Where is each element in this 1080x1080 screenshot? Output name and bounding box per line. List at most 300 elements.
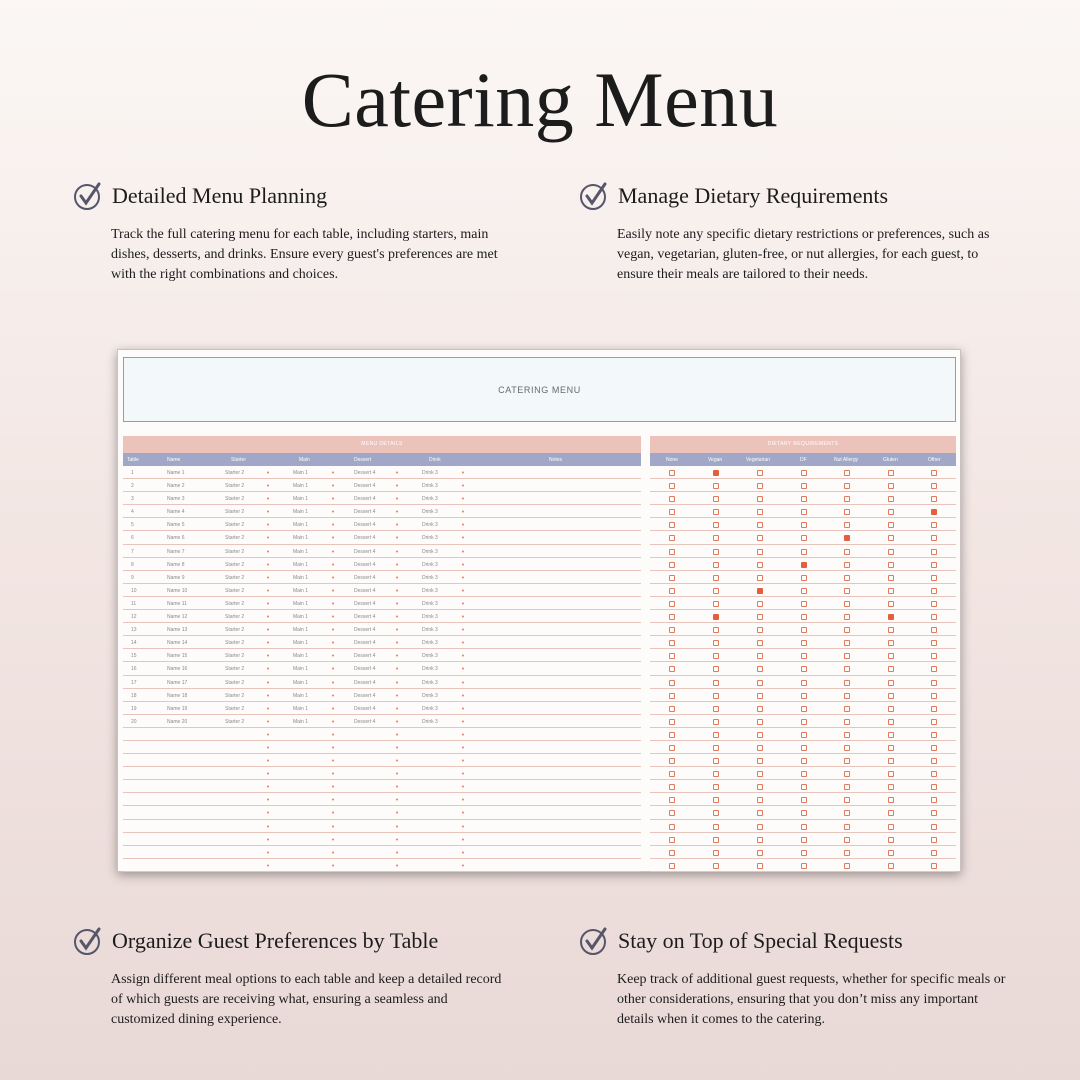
checkbox-other[interactable] (931, 758, 937, 764)
caret-down-icon[interactable]: ▼ (331, 509, 335, 515)
caret-down-icon[interactable]: ▼ (331, 535, 335, 541)
checkbox-vegetarian[interactable] (757, 562, 763, 568)
checkbox-df[interactable] (801, 483, 807, 489)
checkbox-vegetarian[interactable] (757, 824, 763, 830)
checkbox-df[interactable] (801, 797, 807, 803)
caret-down-icon[interactable]: ▼ (461, 470, 465, 475)
checkbox-vegetarian[interactable] (757, 732, 763, 738)
caret-down-icon[interactable]: ▼ (395, 483, 399, 489)
checkbox-gluten[interactable] (888, 575, 894, 581)
checkbox-vegetarian[interactable] (757, 797, 763, 803)
checkbox-nut-allergy[interactable] (844, 509, 850, 515)
checkbox-vegetarian[interactable] (757, 666, 763, 672)
caret-down-icon[interactable]: ▼ (266, 836, 270, 842)
checkbox-other[interactable] (931, 706, 937, 712)
checkbox-gluten[interactable] (888, 614, 894, 620)
checkbox-vegetarian[interactable] (757, 509, 763, 515)
caret-down-icon[interactable]: ▼ (266, 744, 270, 750)
checkbox-vegetarian[interactable] (757, 784, 763, 790)
checkbox-other[interactable] (931, 863, 937, 869)
checkbox-vegetarian[interactable] (757, 837, 763, 843)
checkbox-vegan[interactable] (713, 784, 719, 790)
checkbox-vegan[interactable] (713, 863, 719, 869)
checkbox-none[interactable] (669, 562, 675, 568)
caret-down-icon[interactable]: ▼ (266, 509, 270, 515)
checkbox-other[interactable] (931, 784, 937, 790)
checkbox-vegan[interactable] (713, 640, 719, 646)
caret-down-icon[interactable]: ▼ (395, 653, 399, 659)
checkbox-df[interactable] (801, 732, 807, 738)
checkbox-df[interactable] (801, 719, 807, 725)
caret-down-icon[interactable]: ▼ (331, 627, 335, 633)
checkbox-vegan[interactable] (713, 575, 719, 581)
checkbox-none[interactable] (669, 601, 675, 607)
checkbox-none[interactable] (669, 693, 675, 699)
checkbox-vegan[interactable] (713, 496, 719, 502)
checkbox-nut-allergy[interactable] (844, 535, 850, 541)
checkbox-df[interactable] (801, 850, 807, 856)
checkbox-vegan[interactable] (713, 522, 719, 528)
checkbox-gluten[interactable] (888, 509, 894, 515)
caret-down-icon[interactable]: ▼ (461, 587, 465, 593)
checkbox-df[interactable] (801, 758, 807, 764)
checkbox-gluten[interactable] (888, 745, 894, 751)
caret-down-icon[interactable]: ▼ (395, 849, 399, 855)
checkbox-vegetarian[interactable] (757, 850, 763, 856)
caret-down-icon[interactable]: ▼ (461, 797, 465, 803)
checkbox-vegan[interactable] (713, 719, 719, 725)
checkbox-gluten[interactable] (888, 601, 894, 607)
checkbox-other[interactable] (931, 483, 937, 489)
checkbox-nut-allergy[interactable] (844, 562, 850, 568)
caret-down-icon[interactable]: ▼ (395, 731, 399, 737)
caret-down-icon[interactable]: ▼ (266, 496, 270, 502)
caret-down-icon[interactable]: ▼ (395, 823, 399, 829)
caret-down-icon[interactable]: ▼ (266, 731, 270, 737)
checkbox-df[interactable] (801, 575, 807, 581)
checkbox-none[interactable] (669, 706, 675, 712)
caret-down-icon[interactable]: ▼ (395, 640, 399, 646)
caret-down-icon[interactable]: ▼ (461, 509, 465, 515)
caret-down-icon[interactable]: ▼ (266, 522, 270, 528)
checkbox-none[interactable] (669, 614, 675, 620)
checkbox-none[interactable] (669, 549, 675, 555)
checkbox-gluten[interactable] (888, 666, 894, 672)
checkbox-vegan[interactable] (713, 745, 719, 751)
checkbox-vegetarian[interactable] (757, 640, 763, 646)
caret-down-icon[interactable]: ▼ (461, 600, 465, 606)
checkbox-vegetarian[interactable] (757, 706, 763, 712)
checkbox-gluten[interactable] (888, 522, 894, 528)
checkbox-vegan[interactable] (713, 470, 719, 476)
checkbox-other[interactable] (931, 653, 937, 659)
caret-down-icon[interactable]: ▼ (331, 679, 335, 685)
caret-down-icon[interactable]: ▼ (395, 836, 399, 842)
caret-down-icon[interactable]: ▼ (266, 862, 270, 868)
checkbox-vegetarian[interactable] (757, 496, 763, 502)
caret-down-icon[interactable]: ▼ (331, 561, 335, 567)
checkbox-nut-allergy[interactable] (844, 666, 850, 672)
caret-down-icon[interactable]: ▼ (461, 666, 465, 672)
checkbox-none[interactable] (669, 483, 675, 489)
checkbox-gluten[interactable] (888, 719, 894, 725)
checkbox-nut-allergy[interactable] (844, 732, 850, 738)
checkbox-vegetarian[interactable] (757, 627, 763, 633)
checkbox-gluten[interactable] (888, 758, 894, 764)
checkbox-nut-allergy[interactable] (844, 810, 850, 816)
checkbox-df[interactable] (801, 588, 807, 594)
caret-down-icon[interactable]: ▼ (331, 653, 335, 659)
checkbox-none[interactable] (669, 509, 675, 515)
checkbox-other[interactable] (931, 850, 937, 856)
checkbox-gluten[interactable] (888, 549, 894, 555)
checkbox-other[interactable] (931, 719, 937, 725)
checkbox-gluten[interactable] (888, 680, 894, 686)
checkbox-nut-allergy[interactable] (844, 824, 850, 830)
caret-down-icon[interactable]: ▼ (461, 705, 465, 711)
caret-down-icon[interactable]: ▼ (331, 731, 335, 737)
checkbox-nut-allergy[interactable] (844, 745, 850, 751)
checkbox-nut-allergy[interactable] (844, 470, 850, 476)
caret-down-icon[interactable]: ▼ (395, 627, 399, 633)
checkbox-gluten[interactable] (888, 562, 894, 568)
checkbox-gluten[interactable] (888, 627, 894, 633)
checkbox-df[interactable] (801, 640, 807, 646)
checkbox-df[interactable] (801, 824, 807, 830)
checkbox-df[interactable] (801, 706, 807, 712)
checkbox-df[interactable] (801, 549, 807, 555)
caret-down-icon[interactable]: ▼ (461, 535, 465, 541)
caret-down-icon[interactable]: ▼ (266, 483, 270, 489)
caret-down-icon[interactable]: ▼ (266, 548, 270, 554)
caret-down-icon[interactable]: ▼ (331, 548, 335, 554)
checkbox-nut-allergy[interactable] (844, 680, 850, 686)
checkbox-vegetarian[interactable] (757, 588, 763, 594)
caret-down-icon[interactable]: ▼ (331, 744, 335, 750)
checkbox-df[interactable] (801, 784, 807, 790)
caret-down-icon[interactable]: ▼ (331, 692, 335, 698)
checkbox-nut-allergy[interactable] (844, 496, 850, 502)
caret-down-icon[interactable]: ▼ (266, 705, 270, 711)
checkbox-df[interactable] (801, 470, 807, 476)
caret-down-icon[interactable]: ▼ (461, 849, 465, 855)
checkbox-vegetarian[interactable] (757, 758, 763, 764)
caret-down-icon[interactable]: ▼ (461, 692, 465, 698)
checkbox-vegetarian[interactable] (757, 549, 763, 555)
checkbox-none[interactable] (669, 575, 675, 581)
checkbox-df[interactable] (801, 771, 807, 777)
checkbox-other[interactable] (931, 837, 937, 843)
caret-down-icon[interactable]: ▼ (266, 653, 270, 659)
checkbox-gluten[interactable] (888, 483, 894, 489)
checkbox-vegetarian[interactable] (757, 535, 763, 541)
checkbox-gluten[interactable] (888, 732, 894, 738)
caret-down-icon[interactable]: ▼ (461, 810, 465, 816)
checkbox-none[interactable] (669, 863, 675, 869)
caret-down-icon[interactable]: ▼ (331, 810, 335, 816)
checkbox-other[interactable] (931, 732, 937, 738)
caret-down-icon[interactable]: ▼ (461, 744, 465, 750)
caret-down-icon[interactable]: ▼ (395, 522, 399, 528)
checkbox-other[interactable] (931, 614, 937, 620)
checkbox-none[interactable] (669, 535, 675, 541)
checkbox-vegetarian[interactable] (757, 614, 763, 620)
checkbox-none[interactable] (669, 653, 675, 659)
checkbox-other[interactable] (931, 640, 937, 646)
caret-down-icon[interactable]: ▼ (266, 692, 270, 698)
checkbox-other[interactable] (931, 522, 937, 528)
checkbox-other[interactable] (931, 549, 937, 555)
caret-down-icon[interactable]: ▼ (395, 797, 399, 803)
checkbox-nut-allergy[interactable] (844, 850, 850, 856)
checkbox-other[interactable] (931, 680, 937, 686)
checkbox-other[interactable] (931, 470, 937, 476)
checkbox-df[interactable] (801, 837, 807, 843)
checkbox-df[interactable] (801, 509, 807, 515)
caret-down-icon[interactable]: ▼ (331, 705, 335, 711)
checkbox-df[interactable] (801, 810, 807, 816)
checkbox-nut-allergy[interactable] (844, 797, 850, 803)
checkbox-vegan[interactable] (713, 666, 719, 672)
caret-down-icon[interactable]: ▼ (395, 744, 399, 750)
caret-down-icon[interactable]: ▼ (395, 771, 399, 777)
checkbox-other[interactable] (931, 509, 937, 515)
checkbox-gluten[interactable] (888, 784, 894, 790)
caret-down-icon[interactable]: ▼ (395, 614, 399, 620)
checkbox-df[interactable] (801, 522, 807, 528)
caret-down-icon[interactable]: ▼ (266, 758, 270, 764)
checkbox-vegan[interactable] (713, 601, 719, 607)
checkbox-other[interactable] (931, 496, 937, 502)
checkbox-none[interactable] (669, 797, 675, 803)
checkbox-vegan[interactable] (713, 771, 719, 777)
checkbox-other[interactable] (931, 666, 937, 672)
checkbox-none[interactable] (669, 719, 675, 725)
checkbox-gluten[interactable] (888, 850, 894, 856)
caret-down-icon[interactable]: ▼ (395, 509, 399, 515)
checkbox-gluten[interactable] (888, 640, 894, 646)
checkbox-nut-allergy[interactable] (844, 627, 850, 633)
checkbox-nut-allergy[interactable] (844, 771, 850, 777)
checkbox-gluten[interactable] (888, 863, 894, 869)
checkbox-none[interactable] (669, 837, 675, 843)
checkbox-vegan[interactable] (713, 758, 719, 764)
checkbox-vegetarian[interactable] (757, 601, 763, 607)
caret-down-icon[interactable]: ▼ (266, 574, 270, 580)
caret-down-icon[interactable]: ▼ (266, 810, 270, 816)
caret-down-icon[interactable]: ▼ (266, 561, 270, 567)
caret-down-icon[interactable]: ▼ (461, 548, 465, 554)
checkbox-none[interactable] (669, 588, 675, 594)
checkbox-gluten[interactable] (888, 837, 894, 843)
checkbox-other[interactable] (931, 601, 937, 607)
checkbox-none[interactable] (669, 824, 675, 830)
checkbox-vegan[interactable] (713, 483, 719, 489)
checkbox-df[interactable] (801, 680, 807, 686)
checkbox-vegan[interactable] (713, 824, 719, 830)
checkbox-df[interactable] (801, 562, 807, 568)
checkbox-nut-allergy[interactable] (844, 483, 850, 489)
caret-down-icon[interactable]: ▼ (266, 535, 270, 541)
checkbox-other[interactable] (931, 627, 937, 633)
checkbox-nut-allergy[interactable] (844, 758, 850, 764)
caret-down-icon[interactable]: ▼ (331, 470, 335, 475)
checkbox-other[interactable] (931, 797, 937, 803)
checkbox-vegetarian[interactable] (757, 810, 763, 816)
checkbox-gluten[interactable] (888, 693, 894, 699)
caret-down-icon[interactable]: ▼ (331, 718, 335, 724)
caret-down-icon[interactable]: ▼ (331, 823, 335, 829)
checkbox-vegetarian[interactable] (757, 863, 763, 869)
caret-down-icon[interactable]: ▼ (461, 679, 465, 685)
checkbox-nut-allergy[interactable] (844, 522, 850, 528)
caret-down-icon[interactable]: ▼ (266, 849, 270, 855)
checkbox-vegetarian[interactable] (757, 483, 763, 489)
caret-down-icon[interactable]: ▼ (331, 784, 335, 790)
checkbox-vegan[interactable] (713, 797, 719, 803)
checkbox-df[interactable] (801, 496, 807, 502)
checkbox-none[interactable] (669, 771, 675, 777)
checkbox-other[interactable] (931, 562, 937, 568)
caret-down-icon[interactable]: ▼ (331, 797, 335, 803)
checkbox-df[interactable] (801, 614, 807, 620)
caret-down-icon[interactable]: ▼ (395, 705, 399, 711)
checkbox-gluten[interactable] (888, 470, 894, 476)
checkbox-vegan[interactable] (713, 810, 719, 816)
checkbox-gluten[interactable] (888, 771, 894, 777)
checkbox-df[interactable] (801, 693, 807, 699)
checkbox-vegan[interactable] (713, 850, 719, 856)
caret-down-icon[interactable]: ▼ (395, 470, 399, 475)
caret-down-icon[interactable]: ▼ (266, 614, 270, 620)
checkbox-vegetarian[interactable] (757, 771, 763, 777)
checkbox-other[interactable] (931, 535, 937, 541)
caret-down-icon[interactable]: ▼ (331, 849, 335, 855)
caret-down-icon[interactable]: ▼ (331, 600, 335, 606)
checkbox-other[interactable] (931, 824, 937, 830)
caret-down-icon[interactable]: ▼ (395, 587, 399, 593)
checkbox-none[interactable] (669, 810, 675, 816)
checkbox-other[interactable] (931, 810, 937, 816)
checkbox-vegetarian[interactable] (757, 719, 763, 725)
checkbox-nut-allergy[interactable] (844, 863, 850, 869)
checkbox-none[interactable] (669, 758, 675, 764)
checkbox-vegetarian[interactable] (757, 693, 763, 699)
checkbox-none[interactable] (669, 627, 675, 633)
caret-down-icon[interactable]: ▼ (331, 640, 335, 646)
checkbox-gluten[interactable] (888, 588, 894, 594)
checkbox-vegan[interactable] (713, 732, 719, 738)
checkbox-df[interactable] (801, 535, 807, 541)
checkbox-none[interactable] (669, 496, 675, 502)
caret-down-icon[interactable]: ▼ (461, 862, 465, 868)
checkbox-nut-allergy[interactable] (844, 640, 850, 646)
checkbox-vegan[interactable] (713, 653, 719, 659)
caret-down-icon[interactable]: ▼ (395, 718, 399, 724)
checkbox-df[interactable] (801, 653, 807, 659)
checkbox-other[interactable] (931, 771, 937, 777)
caret-down-icon[interactable]: ▼ (266, 600, 270, 606)
checkbox-vegetarian[interactable] (757, 653, 763, 659)
checkbox-nut-allergy[interactable] (844, 575, 850, 581)
checkbox-vegan[interactable] (713, 509, 719, 515)
caret-down-icon[interactable]: ▼ (331, 758, 335, 764)
checkbox-vegan[interactable] (713, 562, 719, 568)
checkbox-nut-allergy[interactable] (844, 614, 850, 620)
checkbox-nut-allergy[interactable] (844, 588, 850, 594)
caret-down-icon[interactable]: ▼ (331, 836, 335, 842)
caret-down-icon[interactable]: ▼ (395, 548, 399, 554)
checkbox-vegan[interactable] (713, 627, 719, 633)
checkbox-gluten[interactable] (888, 797, 894, 803)
caret-down-icon[interactable]: ▼ (395, 692, 399, 698)
caret-down-icon[interactable]: ▼ (461, 758, 465, 764)
checkbox-gluten[interactable] (888, 653, 894, 659)
caret-down-icon[interactable]: ▼ (395, 666, 399, 672)
caret-down-icon[interactable]: ▼ (331, 862, 335, 868)
caret-down-icon[interactable]: ▼ (395, 561, 399, 567)
caret-down-icon[interactable]: ▼ (331, 522, 335, 528)
caret-down-icon[interactable]: ▼ (266, 666, 270, 672)
caret-down-icon[interactable]: ▼ (331, 574, 335, 580)
checkbox-none[interactable] (669, 640, 675, 646)
caret-down-icon[interactable]: ▼ (266, 771, 270, 777)
checkbox-vegan[interactable] (713, 693, 719, 699)
caret-down-icon[interactable]: ▼ (395, 784, 399, 790)
checkbox-none[interactable] (669, 745, 675, 751)
caret-down-icon[interactable]: ▼ (461, 640, 465, 646)
checkbox-nut-allergy[interactable] (844, 784, 850, 790)
caret-down-icon[interactable]: ▼ (461, 653, 465, 659)
caret-down-icon[interactable]: ▼ (461, 823, 465, 829)
caret-down-icon[interactable]: ▼ (266, 718, 270, 724)
caret-down-icon[interactable]: ▼ (461, 718, 465, 724)
checkbox-none[interactable] (669, 470, 675, 476)
checkbox-vegan[interactable] (713, 614, 719, 620)
caret-down-icon[interactable]: ▼ (266, 587, 270, 593)
checkbox-vegetarian[interactable] (757, 745, 763, 751)
checkbox-none[interactable] (669, 666, 675, 672)
caret-down-icon[interactable]: ▼ (331, 771, 335, 777)
caret-down-icon[interactable]: ▼ (266, 470, 270, 475)
checkbox-vegan[interactable] (713, 837, 719, 843)
caret-down-icon[interactable]: ▼ (395, 810, 399, 816)
checkbox-nut-allergy[interactable] (844, 549, 850, 555)
checkbox-gluten[interactable] (888, 824, 894, 830)
caret-down-icon[interactable]: ▼ (395, 758, 399, 764)
checkbox-none[interactable] (669, 522, 675, 528)
caret-down-icon[interactable]: ▼ (461, 784, 465, 790)
checkbox-none[interactable] (669, 732, 675, 738)
checkbox-vegan[interactable] (713, 706, 719, 712)
caret-down-icon[interactable]: ▼ (461, 771, 465, 777)
checkbox-df[interactable] (801, 601, 807, 607)
checkbox-other[interactable] (931, 575, 937, 581)
checkbox-none[interactable] (669, 680, 675, 686)
caret-down-icon[interactable]: ▼ (461, 614, 465, 620)
caret-down-icon[interactable]: ▼ (395, 600, 399, 606)
checkbox-other[interactable] (931, 693, 937, 699)
caret-down-icon[interactable]: ▼ (461, 836, 465, 842)
checkbox-vegan[interactable] (713, 588, 719, 594)
checkbox-other[interactable] (931, 588, 937, 594)
caret-down-icon[interactable]: ▼ (331, 587, 335, 593)
checkbox-vegetarian[interactable] (757, 470, 763, 476)
checkbox-gluten[interactable] (888, 706, 894, 712)
caret-down-icon[interactable]: ▼ (395, 679, 399, 685)
caret-down-icon[interactable]: ▼ (395, 496, 399, 502)
caret-down-icon[interactable]: ▼ (461, 731, 465, 737)
